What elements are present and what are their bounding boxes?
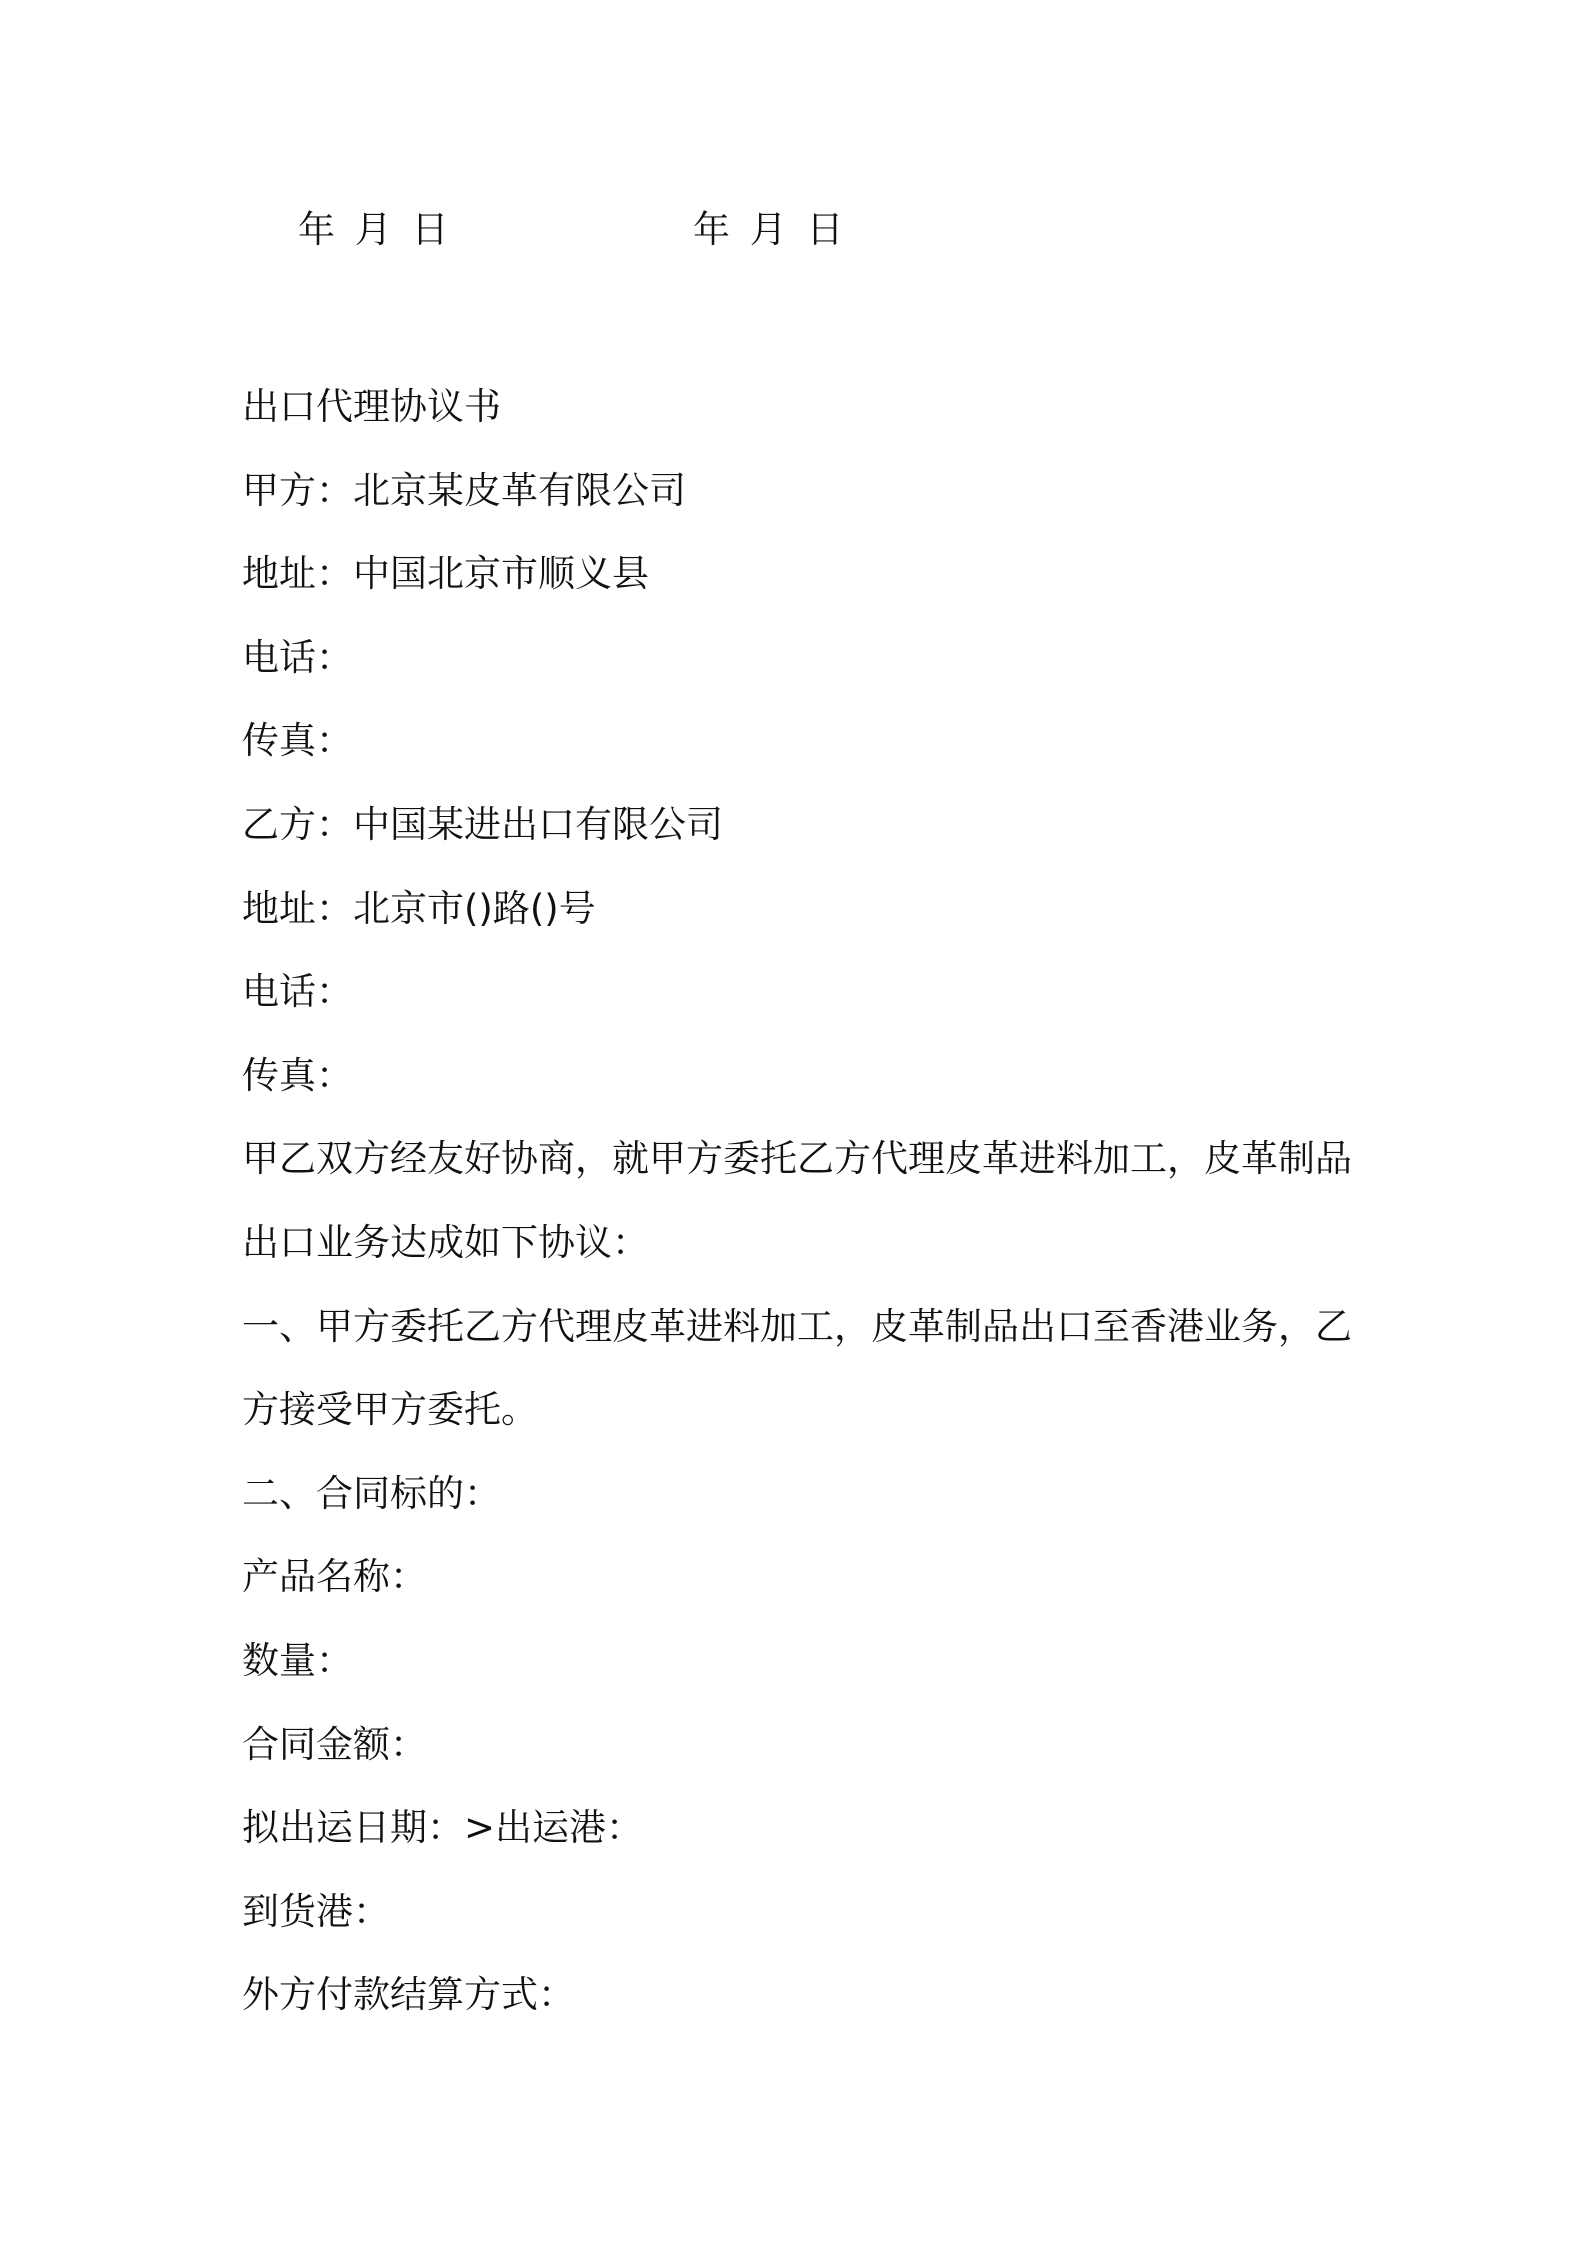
- party-a-fax: 传真：: [242, 719, 353, 763]
- product-name-field: 产品名称：: [242, 1555, 427, 1599]
- contract-amount-field: 合同金额：: [242, 1722, 427, 1766]
- party-b-phone: 电话：: [242, 970, 353, 1014]
- quantity-field: 数量：: [242, 1638, 353, 1682]
- date-line: [0, 200, 1586, 260]
- preamble-line-2: 出口业务达成如下协议：: [242, 1220, 649, 1264]
- destination-port-field: 到货港：: [242, 1889, 390, 1933]
- party-b-name: 乙方：中国某进出口有限公司: [242, 802, 723, 846]
- document-title: 出口代理协议书: [242, 385, 501, 428]
- date-right: 年 月 日: [693, 208, 848, 251]
- party-b-fax: 传真：: [242, 1053, 353, 1097]
- party-a-phone: 电话：: [242, 635, 353, 679]
- party-a-address: 地址：中国北京市顺义县: [242, 552, 649, 596]
- shipment-date-port-field: 拟出运日期：>出运港：: [242, 1806, 644, 1850]
- clause-1-line-1: 一、甲方委托乙方代理皮革进料加工，皮革制品出口至香港业务，乙: [242, 1304, 1352, 1348]
- clause-1-line-2: 方接受甲方委托。: [242, 1388, 538, 1432]
- payment-method-field: 外方付款结算方式：: [242, 1973, 575, 2017]
- agreement-body: [242, 365, 1362, 2037]
- party-b-address: 地址：北京市()路()号: [242, 886, 596, 930]
- preamble-line-1: 甲乙双方经友好协商，就甲方委托乙方代理皮革进料加工，皮革制品: [242, 1137, 1352, 1181]
- party-a-name: 甲方：北京某皮革有限公司: [242, 468, 686, 512]
- clause-2-heading: 二、合同标的：: [242, 1471, 501, 1515]
- date-left: 年 月 日: [298, 208, 453, 251]
